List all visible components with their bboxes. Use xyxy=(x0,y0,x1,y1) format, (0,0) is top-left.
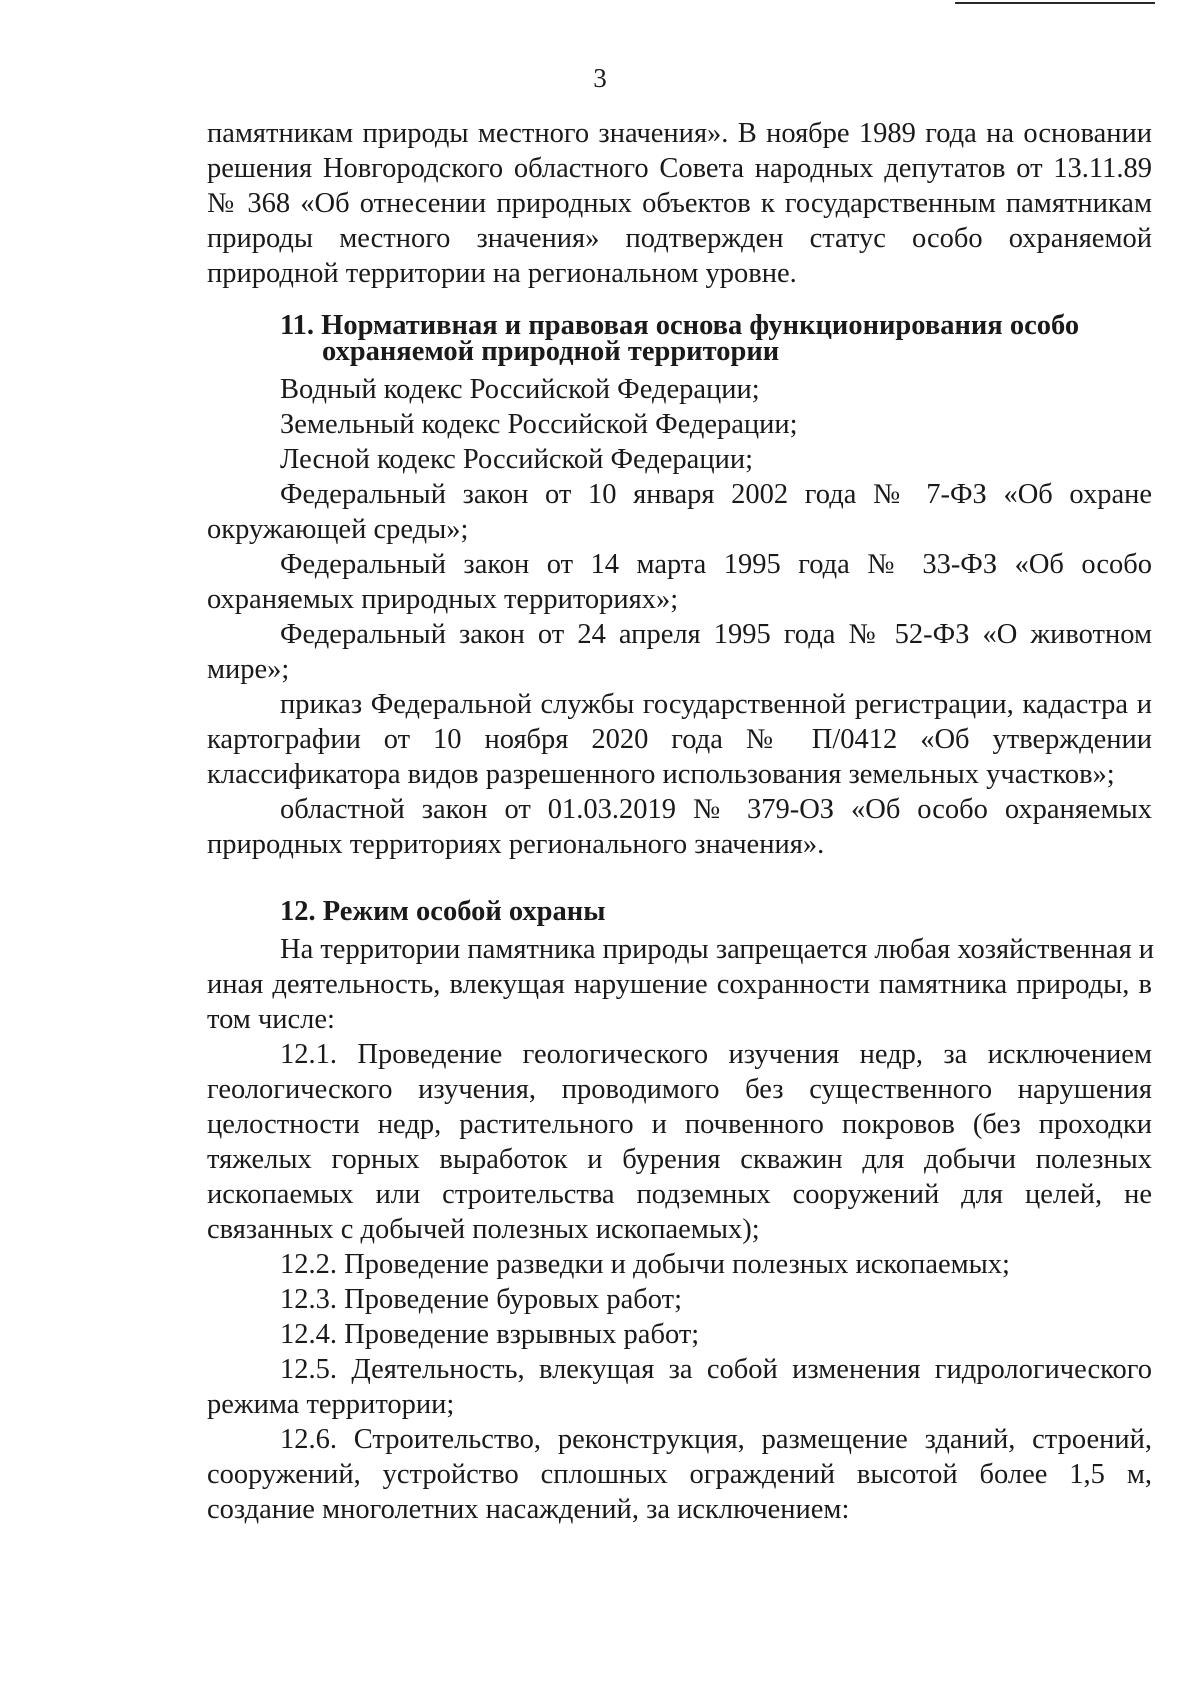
intro-line: природы местного значения» подтвержден статус особо охраняемой xyxy=(207,223,1152,254)
regime-item-cont: целостности недр, растительного и почвенного покровов (без проходки xyxy=(207,1109,1152,1140)
law-item: Федеральный закон от 10 января 2002 года № 7-ФЗ «Об охране xyxy=(280,479,1152,510)
law-item: Водный кодекс Российской Федерации; xyxy=(280,374,760,405)
law-item-cont: окружающей среды»; xyxy=(207,514,469,545)
law-item: Федеральный закон от 14 марта 1995 года № 33-ФЗ «Об особо xyxy=(280,549,1152,580)
regime-item: 12.3. Проведение буровых работ; xyxy=(280,1284,682,1315)
regime-item: 12.5. Деятельность, влекущая за собой изменения гидрологического xyxy=(280,1354,1152,1385)
intro-line: природной территории на региональном уровне. xyxy=(207,258,797,289)
law-item: Федеральный закон от 24 апреля 1995 года № 52-ФЗ «О животном xyxy=(280,619,1152,650)
section-11-heading: 11. Нормативная и правовая основа функционирования особо xyxy=(280,310,1080,341)
law-item-cont: классификатора видов разрешенного использования земельных участков»; xyxy=(207,759,1115,790)
regime-item-cont: сооружений, устройство сплошных ограждений высотой более 1,5 м, xyxy=(207,1459,1152,1490)
intro-line: памятникам природы местного значения». В ноябре 1989 года на основании xyxy=(207,118,1152,149)
top-rule xyxy=(955,2,1155,4)
page-number: 3 xyxy=(593,63,607,93)
law-item-cont: картографии от 10 ноября 2020 года № П/0412 «Об утверждении xyxy=(207,724,1152,755)
regime-item-cont: ископаемых или строительства подземных сооружений для целей, не xyxy=(207,1179,1152,1210)
section-11-heading-cont: охраняемой природной территории xyxy=(322,336,780,367)
regime-item: 12.4. Проведение взрывных работ; xyxy=(280,1319,700,1350)
law-item-cont: природных территориях регионального значения». xyxy=(207,829,825,860)
regime-item-cont: связанных с добычей полезных ископаемых); xyxy=(207,1214,760,1245)
regime-item-cont: тяжелых горных выработок и бурения скважин для добычи полезных xyxy=(207,1144,1152,1175)
regime-paragraph-cont: том числе: xyxy=(207,1004,335,1035)
regime-item-cont: создание многолетних насаждений, за исключением: xyxy=(207,1494,850,1525)
law-item-cont: мире»; xyxy=(207,654,290,685)
law-item-cont: охраняемых природных территориях»; xyxy=(207,584,679,615)
law-item: Земельный кодекс Российской Федерации; xyxy=(280,409,798,440)
section-12-heading: 12. Режим особой охраны xyxy=(280,896,606,927)
intro-line: решения Новгородского областного Совета народных депутатов от 13.11.89 xyxy=(207,153,1152,184)
regime-item-cont: режима территории; xyxy=(207,1389,455,1420)
law-item: областной закон от 01.03.2019 № 379-ОЗ «Об особо охраняемых xyxy=(280,794,1152,825)
law-item: приказ Федеральной службы государственной регистрации, кадастра и xyxy=(280,689,1152,720)
law-item: Лесной кодекс Российской Федерации; xyxy=(280,444,754,475)
regime-item: 12.1. Проведение геологического изучения недр, за исключением xyxy=(280,1039,1152,1070)
intro-line: № 368 «Об отнесении природных объектов к государственным памятникам xyxy=(207,188,1152,219)
regime-item-cont: геологического изучения, проводимого без существенного нарушения xyxy=(207,1074,1152,1105)
regime-paragraph: На территории памятника природы запрещается любая хозяйственная и xyxy=(280,934,1155,965)
regime-paragraph-cont: иная деятельность, влекущая нарушение сохранности памятника природы, в xyxy=(207,969,1152,1000)
regime-item: 12.2. Проведение разведки и добычи полезных ископаемых; xyxy=(280,1249,1010,1280)
regime-item: 12.6. Строительство, реконструкция, размещение зданий, строений, xyxy=(280,1424,1152,1455)
